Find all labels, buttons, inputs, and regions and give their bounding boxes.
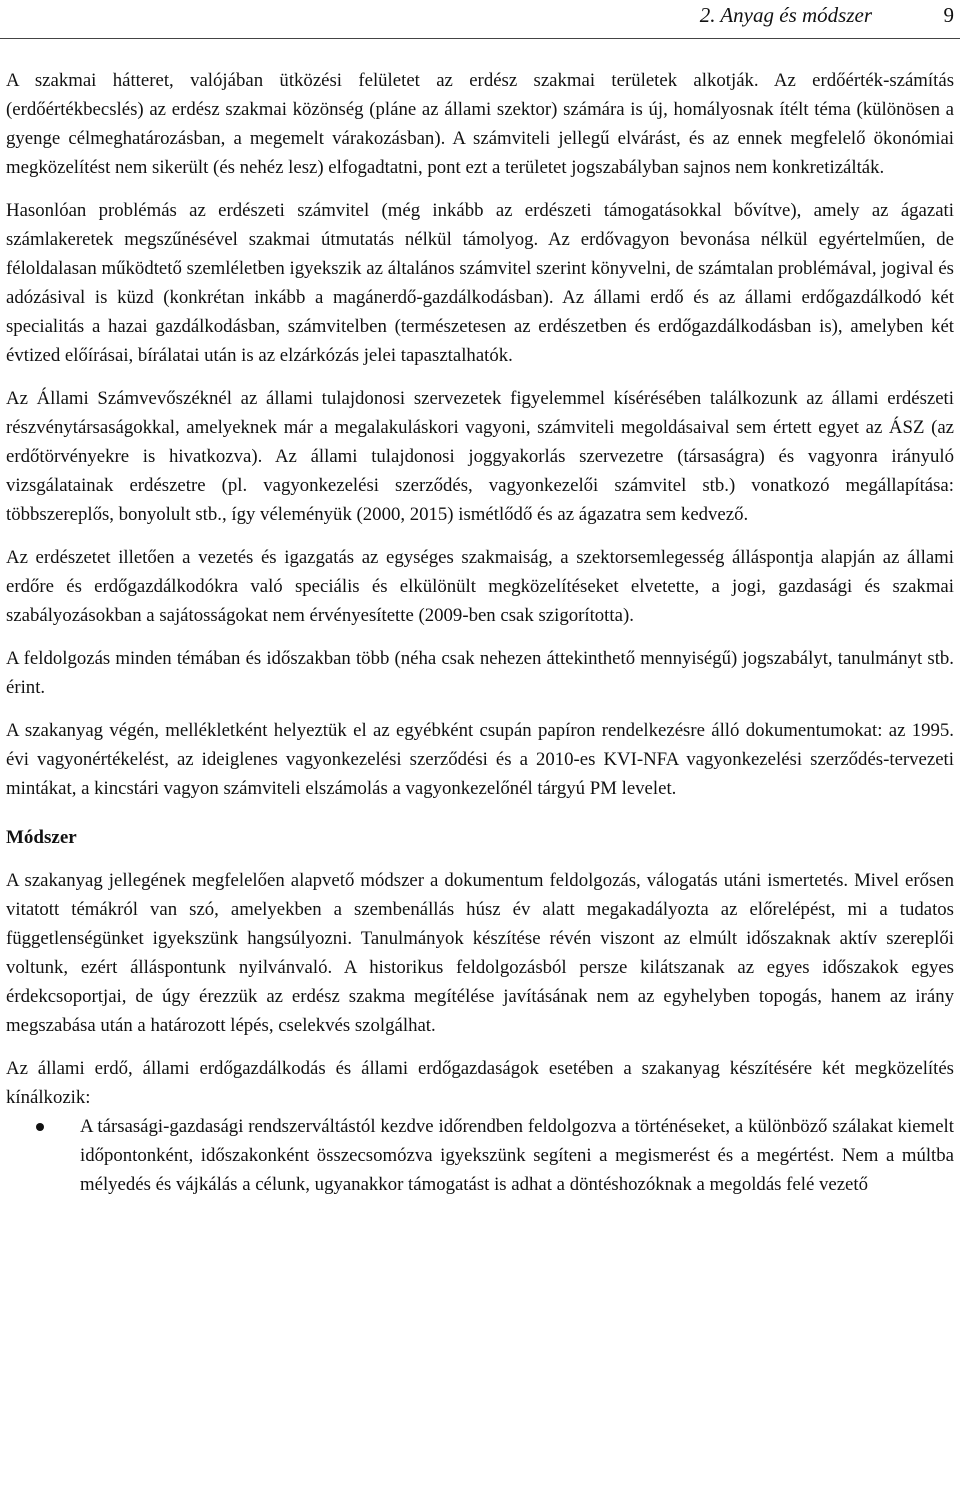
paragraph-6: A szakanyag végén, mellékletként helyeztük el az egyébként csupán papíron rendelkezésre álló dokumentumokat: az 1995. évi vagyonértékelést, az ideiglenes vagyonkezelési szerződési és a 2010-es KVI-NFA vagyonkezelési szerződés-tervezeti mintákat, a kincstári vagyon számviteli elszámolás a vagyonkezelőnél tárgyú PM levelet. [6,720,954,799]
section-heading-method: Módszer [6,827,77,848]
page-number: 9 [943,3,954,27]
list-item-text: A társasági-gazdasági rendszerváltástól kezdve időrendben feldolgozva a történéseket, a különböző szálakat kiemelt időpontonként, időszakonként összecsomózva igyekszünk segíteni a megismerést és a megértést. Nem a múltba mélyedés és vájkálás a célunk, ugyanakkor támogatást is adhat a döntéshozóknak a megoldás felé vezető [80,1116,954,1195]
body-text [6,66,954,1199]
paragraph-4: Az erdészetet illetően a vezetés és igazgatás az egységes szakmaiság, a szektorsemlegesség álláspontja alapján az állami erdőre és erdőgazdálkodókra való speciális és elkülönült megközelítéseket elvetette, a jogi, gazdasági és szakmai szabályozásokban a sajátosságokat nem érvényesítette (2009-ben csak szigorította). [6,547,954,626]
approach-list [6,1112,954,1199]
paragraph-1: A szakmai hátteret, valójában ütközési felületet az erdész szakmai területek alkotják. Az erdőérték-számítás (erdőértékbecslés) az erdész szakmai közönség (pláne az állami szektor) számára is új, homályosnak ítélt téma (különösen a gyenge célmeghatározásban, a megemelt várakozásban). A számviteli jellegű elvárást, és az ennek megfelelő ökonómiai megközelítést nem sikerült (és nehéz lesz) elfogadtatni, pont ezt a területet jogszabályban sajnos nem konkretizálták. [6,70,954,178]
list-item [6,1112,954,1199]
paragraph-3: Az Állami Számvevőszéknél az állami tulajdonosi szervezetek figyelemmel kísérésében találkozunk az állami erdészeti részvénytársaságokkal, amelyeknek már a megalakuláskori vagyoni, számviteli megoldásaival sem értett egyet az ÁSZ (az erdőtörvényekre is hivatkozva). Az állami tulajdonosi joggyakorlás szervezetre (társaságra) és vagyonra irányuló vizsgálatainak erdészetre (pl. vagyonkezelési szerződés, vagyonkezelői számvitel stb.) vonatkozó megállapítása: többszereplős, bonyolult stb., így véleményük (2000, 2015) ismétlődő és az ágazatra sem kedvező. [6,388,954,525]
running-header [0,0,960,39]
paragraph-8: Az állami erdő, állami erdőgazdálkodás és állami erdőgazdaságok esetében a szakanyag készítésére két megközelítés kínálkozik: [6,1058,954,1108]
paragraph-5: A feldolgozás minden témában és időszakban több (néha csak nehezen áttekinthető mennyiségű) jogszabályt, tanulmányt stb. érint. [6,648,954,698]
paragraph-7: A szakanyag jellegének megfelelően alapvető módszer a dokumentum feldolgozás, válogatás utáni ismertetés. Mivel erősen vitatott témákról van szó, amelyekben a szembenállás húsz év alatt megakadályozta az előrelépést, mi a tudatos függetlenségünket igyekszünk hangsúlyozni. Tanulmányok készítése révén viszont az elmúlt időszaknak aktív szereplői voltunk, ezért álláspontunk nyilvánvaló. A historikus feldolgozásból persze kilátszanak az egyes időszakok egyes érdekcsoportjai, de úgy érezzük az erdész szakma megítélése javításának nem az egyhelyben topogás, hanem az irány megszabása után a határozott lépés, cselekvés szolgálhat. [6,870,954,1036]
paragraph-2: Hasonlóan problémás az erdészeti számvitel (még inkább az erdészeti támogatásokkal bővítve), amely az ágazati számlakeretek megszűnésével szakmai útmutatás nélkül támolyog. Az erdővagyon bevonása nélkül egyértelműen, de féloldalasan működtető szemléletben igyekszik az általános számvitel szerint könyvelni, de számtalan problémával, jogival és adózásival is küzd (konkrétan inkább a magánerdő-gazdálkodásban). Az állami erdő és az állami erdőgazdálkodó két specialitás a hazai gazdálkodásban, számvitelben (természetesen az erdészetben és erdőgazdálkodásban is), amelyben két évtized előírásai, bírálatai után is az elzárkózás jelei tapasztalhatók. [6,200,954,366]
bullet-icon [36,1123,44,1131]
chapter-title: 2. Anyag és módszer [699,3,872,27]
